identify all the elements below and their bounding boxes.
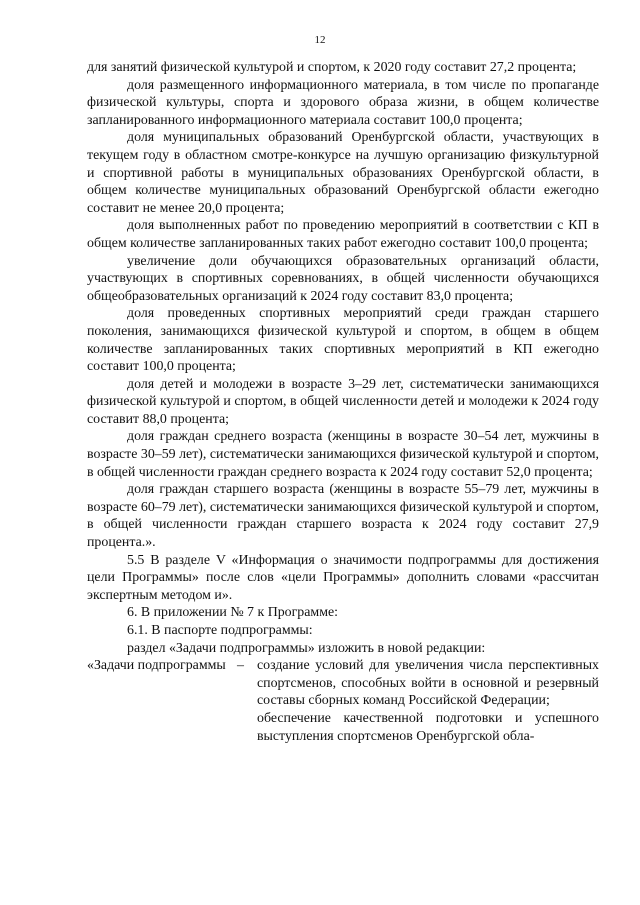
paragraph: увеличение доли обучающихся образовательных организаций области, участвующих в спортивных соревнованиях, в общей численности обучающихся общеобразовательных организаций к 2024 году составит 83,0 процента; (87, 253, 599, 304)
tasks-dash: – (237, 658, 244, 674)
task-item: обеспечение качественной подготовки и успешного выступления спортсменов Оренбургской обла- (257, 710, 599, 744)
paragraph: 5.5 В разделе V «Информация о значимости подпрограммы для достижения цели Программы» после слов «цели Программы» дополнить словами «рассчитан экспертным методом и». (87, 552, 599, 603)
page-number: 12 (314, 34, 326, 46)
paragraph: доля выполненных работ по проведению мероприятий в соответствии с КП в общем количестве запланированных таких работ ежегодно составит 100,0 процента; (87, 218, 599, 251)
tasks-label: «Задачи подпрограммы (87, 658, 226, 674)
subprogram-tasks-table (87, 657, 599, 745)
paragraph: доля муниципальных образований Оренбургской области, участвующих в текущем году в областном смотре-конкурсе на лучшую организацию физкультурной и спортивной работы в муниципальных образованиях Оренбургской области, в общем количестве муниципальных образований Оренбургской области ежегодно составит не менее 20,0 процента; (87, 130, 599, 216)
paragraph: для занятий физической культурой и спортом, к 2020 году составит 27,2 процента; (87, 60, 577, 75)
paragraph: доля граждан среднего возраста (женщины в возрасте 30–54 лет, мужчины в возрасте 30–59 лет), систематически занимающихся физической культурой и спортом, в общей численности граждан среднего возраста к 2024 году составит 52,0 процента; (87, 429, 599, 480)
paragraph: доля граждан старшего возраста (женщины в возрасте 55–79 лет, мужчины в возрасте 60–79 лет), систематически занимающихся физической культурой и спортом, в общей численности граждан старшего возраста к 2024 году составит 27,9 процента.». (87, 482, 599, 551)
tasks-items (257, 657, 599, 745)
paragraph: доля детей и молодежи в возрасте 3–29 лет, систематически занимающихся физической культурой и спортом, в общей численности детей и молодежи к 2024 году составит 88,0 процента; (87, 376, 599, 427)
paragraph: раздел «Задачи подпрограммы» изложить в новой редакции: (127, 640, 486, 656)
paragraph: доля размещенного информационного материала, в том числе по пропаганде физической культуры, спорта и здорового образа жизни, в общем количестве запланированного информационного материала составит 100,0 процента; (87, 77, 599, 128)
document-body (87, 59, 599, 745)
table-row (87, 657, 599, 745)
paragraph: 6. В приложении № 7 к Программе: (127, 605, 339, 621)
paragraph: 6.1. В паспорте подпрограммы: (127, 623, 313, 638)
task-item: создание условий для увеличения числа перспективных спортсменов, способных войти в основной и резервный составы сборных команд Российской Федерации; (257, 658, 599, 709)
paragraph: доля проведенных спортивных мероприятий среди граждан старшего поколения, занимающихся физической культурой и спортом, в общем в общем количестве запланированных таких спортивных мероприятий в КП ежегодно составит 100,0 процента; (87, 306, 599, 375)
